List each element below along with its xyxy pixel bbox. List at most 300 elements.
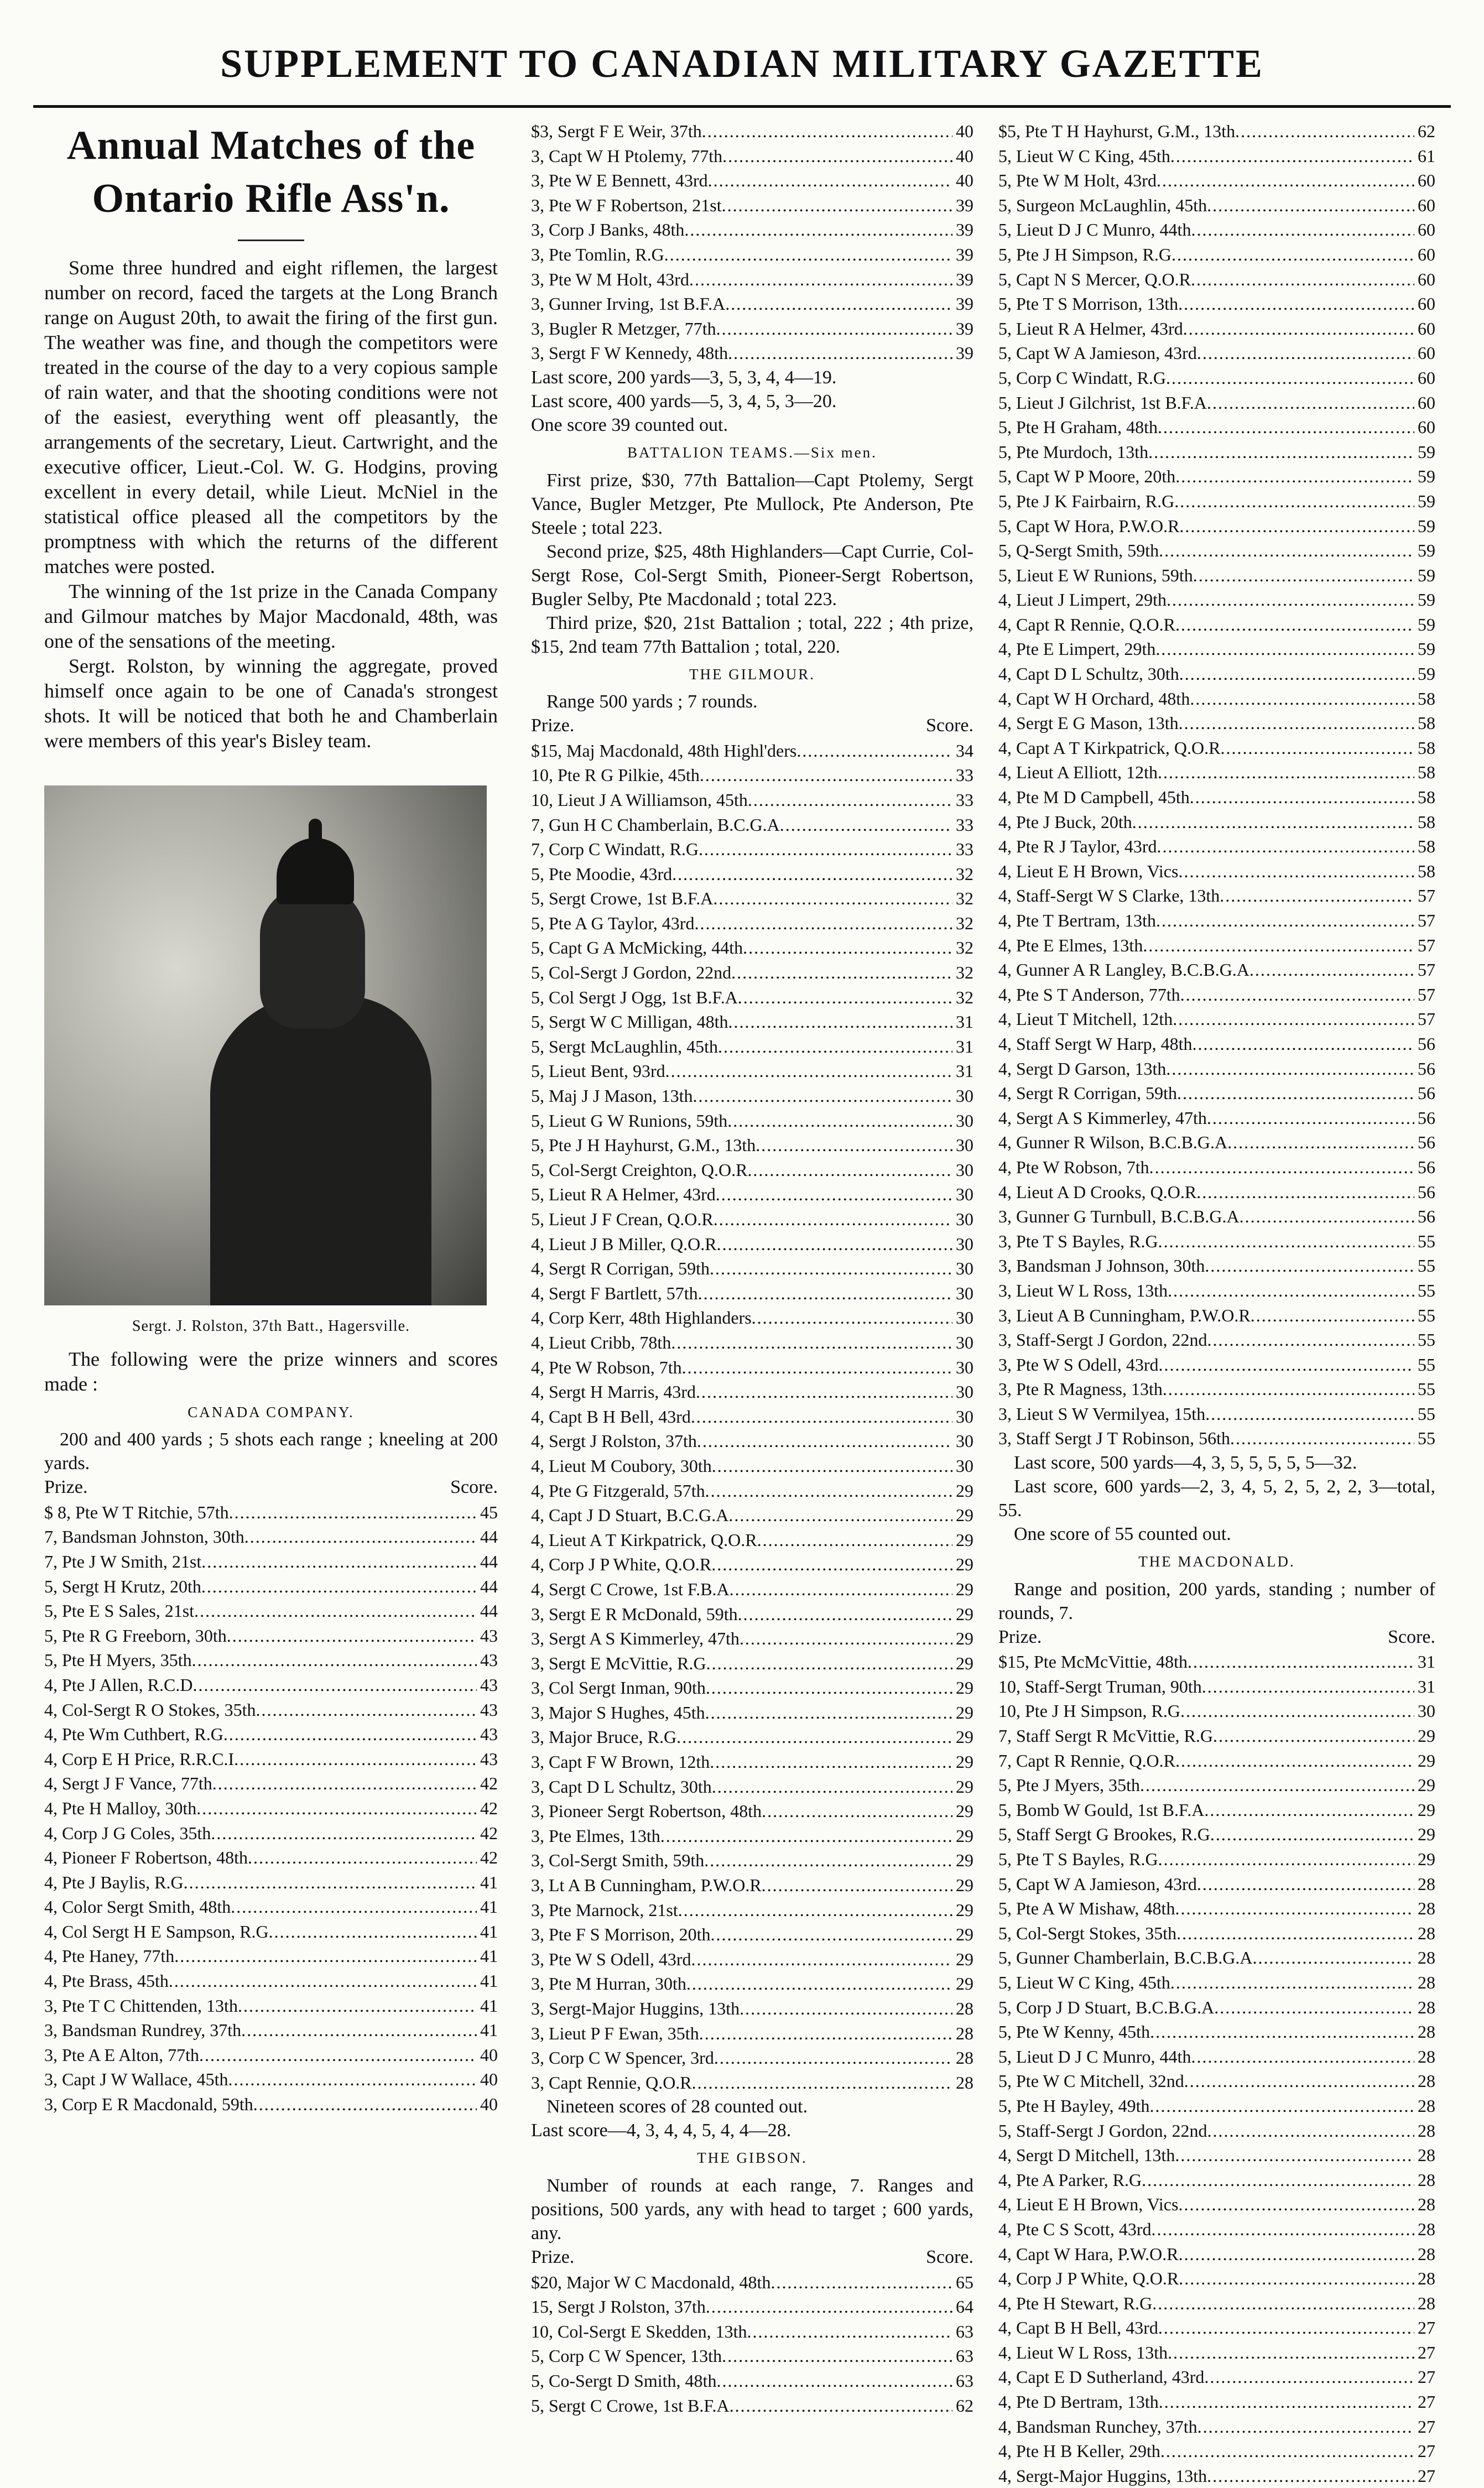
- dot-leader: [747, 1158, 952, 1183]
- dot-leader: [1158, 1229, 1414, 1254]
- prize-entry: [531, 341, 973, 366]
- entry-prize-and-name: 4, Sergt R Corrigan, 59th: [531, 1258, 710, 1279]
- entry-prize-and-name: 4, Lieut A Elliott, 12th: [998, 762, 1158, 783]
- prize-entry: [44, 2092, 498, 2117]
- entry-prize-and-name: 3, Bugler R Metzger, 77th: [531, 318, 716, 339]
- gibson-list: [531, 2270, 973, 2418]
- dot-leader: [1159, 538, 1414, 563]
- entry-prize-and-name: 5, Corp C W Spencer, 13th: [531, 2346, 722, 2366]
- dot-leader: [671, 1330, 952, 1355]
- prize-entry: [998, 1896, 1435, 1921]
- prize-entry: [998, 1847, 1435, 1872]
- prize-entry: [44, 1722, 498, 1747]
- dot-leader: [201, 1549, 477, 1574]
- prize-entry: [44, 1796, 498, 1821]
- intro-paragraph: Sergt. Rolston, by winning the aggregate, proved himself once again to be one of Canada's strongest shots. It will be noticed that both he and Chamberlain were members of this year's Bisley team.: [44, 655, 498, 752]
- entry-score: 57: [1418, 935, 1435, 955]
- entry-prize-and-name: 5, Pte A G Taylor, 43rd: [531, 913, 695, 933]
- section-title-canada-company: CANADA COMPANY.: [188, 1403, 355, 1420]
- dot-leader: [248, 1845, 477, 1870]
- dot-leader: [1197, 1872, 1414, 1897]
- entry-score: 59: [1418, 614, 1435, 634]
- entry-prize-and-name: 5, Pte J H Hayhurst, G.M., 13th: [531, 1135, 756, 1155]
- dot-leader: [747, 2319, 953, 2344]
- entry-score: 30: [956, 1135, 973, 1155]
- dot-leader: [676, 1725, 952, 1750]
- entry-prize-and-name: 4, Pte D Bertram, 13th: [998, 2392, 1159, 2412]
- entry-score: 62: [956, 2395, 973, 2416]
- dot-leader: [684, 217, 952, 242]
- entry-score: 28: [1418, 2071, 1435, 2091]
- gilmour-list: [531, 738, 973, 2095]
- entry-score: 42: [480, 1798, 498, 1818]
- prize-entry: [998, 982, 1435, 1007]
- entry-prize-and-name: 4, Pte S T Anderson, 77th: [998, 984, 1180, 1004]
- entry-score: 30: [956, 1283, 973, 1303]
- prize-entry: [998, 933, 1435, 958]
- entry-score: 56: [1418, 1157, 1435, 1177]
- prize-entry: [998, 1155, 1435, 1180]
- entry-score: 29: [956, 1604, 973, 1624]
- prize-entry: [998, 144, 1435, 169]
- entry-score: 28: [1418, 1873, 1435, 1894]
- entry-score: 44: [480, 1576, 498, 1596]
- prize-entry: [998, 1798, 1435, 1823]
- prize-entry: [531, 1898, 973, 1923]
- entry-score: 28: [1418, 2244, 1435, 2264]
- prize-entry: [531, 1404, 973, 1429]
- prize-entry: [531, 1577, 973, 1602]
- entry-score: 29: [956, 1924, 973, 1945]
- entry-score: 60: [1418, 318, 1435, 339]
- entry-prize-and-name: 3, Sergt E R McDonald, 59th: [531, 1604, 738, 1624]
- dot-leader: [1235, 119, 1414, 144]
- entry-score: 28: [1418, 2095, 1435, 2116]
- entry-prize-and-name: 5, Col Sergt J Ogg, 1st B.F.A: [531, 987, 738, 1007]
- entry-score: 29: [956, 1752, 973, 1772]
- gibson-conditions: Number of rounds at each range, 7. Ranges and positions, 500 yards, any with head to target ; 600 yards, any.: [531, 2175, 973, 2244]
- entry-prize-and-name: $15, Pte McMcVittie, 48th: [998, 1652, 1188, 1672]
- prize-entry: [998, 2069, 1435, 2094]
- entry-prize-and-name: 4, Pte R J Taylor, 43rd: [998, 836, 1157, 857]
- dot-leader: [1179, 514, 1414, 539]
- prize-entry: [998, 1945, 1435, 1970]
- prize-entry: [998, 1229, 1435, 1254]
- prize-intro: The following were the prize winners and scores made :: [44, 1347, 498, 1395]
- prize-entry: [998, 464, 1435, 489]
- entry-score: 32: [956, 938, 973, 958]
- prize-entry: [44, 1524, 498, 1549]
- prize-entry: [531, 1626, 973, 1651]
- entry-score: 59: [1418, 466, 1435, 487]
- column-2: [531, 119, 973, 2418]
- prize-entry: [44, 1969, 498, 1993]
- entry-prize-and-name: 10, Col-Sergt E Skedden, 13th: [531, 2321, 747, 2341]
- prize-entry: [44, 1673, 498, 1698]
- dot-leader: [1207, 391, 1414, 415]
- prize-entry: [998, 119, 1435, 144]
- entry-prize-and-name: 5, Capt W A Jamieson, 43rd: [998, 1873, 1197, 1894]
- prize-entry: [998, 193, 1435, 218]
- entry-prize-and-name: 3, Pte W F Robertson, 21st: [531, 195, 722, 215]
- entry-prize-and-name: 4, Corp J P White, Q.O.R: [531, 1554, 712, 1575]
- entry-score: 58: [1418, 762, 1435, 783]
- entry-prize-and-name: 3, Lieut P F Ewan, 35th: [531, 2023, 699, 2043]
- section-title-macdonald: THE MACDONALD.: [1138, 1553, 1295, 1570]
- entry-score: 41: [480, 2020, 498, 2041]
- dot-leader: [194, 1599, 477, 1623]
- dot-leader: [692, 2070, 952, 2095]
- dot-leader: [1158, 1352, 1414, 1377]
- entry-score: 57: [1418, 1009, 1435, 1029]
- dot-leader: [660, 1824, 952, 1849]
- prize-entry: [998, 2464, 1435, 2488]
- gibson-header: [531, 2245, 973, 2270]
- entry-prize-and-name: 5, Q-Sergt Smith, 59th: [998, 540, 1159, 561]
- prize-entry: [998, 292, 1435, 316]
- entry-score: 29: [956, 1825, 973, 1846]
- entry-prize-and-name: 3, Pte W E Bennett, 43rd: [531, 170, 708, 191]
- prize-entry: [531, 168, 973, 193]
- entry-prize-and-name: 5, Pte Moodie, 43rd: [531, 863, 673, 884]
- entry-score: 27: [1418, 2342, 1435, 2362]
- prize-entry: [531, 1256, 973, 1281]
- entry-prize-and-name: 4, Sergt H Marris, 43rd: [531, 1382, 696, 1402]
- dot-leader: [697, 1429, 952, 1454]
- dot-leader: [1152, 2291, 1414, 2316]
- entry-prize-and-name: 5, Pte W Kenny, 45th: [998, 2022, 1150, 2042]
- prize-entry: [998, 1007, 1435, 1032]
- dot-leader: [1210, 1822, 1414, 1847]
- prize-entry: [531, 2045, 973, 2070]
- dot-leader: [714, 2045, 952, 2070]
- dot-leader: [1150, 2019, 1414, 2044]
- prize-entry: [998, 1872, 1435, 1897]
- entry-prize-and-name: 5, Lieut R A Helmer, 43rd: [998, 318, 1183, 339]
- entry-score: 60: [1418, 417, 1435, 438]
- prize-entry: [998, 2044, 1435, 2069]
- entry-score: 27: [1418, 2392, 1435, 2412]
- prize-entry: [531, 2021, 973, 2046]
- prize-entry: [998, 736, 1435, 761]
- prize-entry: [998, 2390, 1435, 2414]
- entry-prize-and-name: 4, Corp Kerr, 48th Highlanders: [531, 1308, 752, 1328]
- entry-score: 30: [956, 1332, 973, 1352]
- prize-entry: [531, 1429, 973, 1454]
- entry-score: 28: [1418, 2219, 1435, 2239]
- entry-score: 30: [956, 1184, 973, 1205]
- prize-entry: [531, 316, 973, 341]
- prize-entry: [998, 637, 1435, 662]
- dot-leader: [253, 2092, 477, 2117]
- prize-entry: [531, 1602, 973, 1627]
- dot-leader: [706, 1675, 952, 1700]
- prize-entry: [531, 1996, 973, 2021]
- prize-entry: [998, 514, 1435, 539]
- entry-prize-and-name: 4, Staff Sergt W Harp, 48th: [998, 1033, 1193, 1054]
- entry-prize-and-name: 3, Capt F W Brown, 12th: [531, 1752, 710, 1772]
- prize-entry: [998, 168, 1435, 193]
- prize-header: Prize.: [998, 1626, 1042, 1647]
- entry-score: 29: [956, 1801, 973, 1821]
- intro-paragraph: Some three hundred and eight riflemen, the largest number on record, faced the targets at the Long Branch range on August 20th, to await the firing of the first gun. The weather was fine, and though the competitors were treated in the course of the day to a very copious sample of rain water, and that the shooting conditions were not of the easiest, everything went off pleasantly, the arrangements of the secretary, Lieut. Cartwright, and the executive officer, Lieut.-Col. W. G. Hodgins, proving excellent in every detail, while Lieut. McNiel in the statistical office pleased all the competitors by the promptness with which the returns of the different matches were posted.: [44, 257, 498, 577]
- entry-prize-and-name: 4, Sergt D Mitchell, 13th: [998, 2145, 1175, 2166]
- entry-score: 43: [480, 1650, 498, 1670]
- entry-score: 29: [956, 1727, 973, 1747]
- dot-leader: [762, 1873, 952, 1898]
- dot-leader: [700, 763, 952, 788]
- prize-entry: [998, 957, 1435, 982]
- prize-entry: [998, 391, 1435, 415]
- entry-score: 28: [956, 2023, 973, 2043]
- entry-prize-and-name: 3, Pte W S Odell, 43rd: [531, 1949, 691, 1969]
- prize-entry: [998, 217, 1435, 242]
- prize-entry: [998, 1180, 1435, 1205]
- entry-prize-and-name: 5, Staff-Sergt J Gordon, 22nd: [998, 2120, 1207, 2141]
- entry-score: 30: [956, 1308, 973, 1328]
- intro-paragraph: The winning of the 1st prize in the Canada Company and Gilmour matches by Major Macdonald, 48th, was one of the sensations of the meeting.: [44, 580, 498, 652]
- entry-score: 29: [956, 1579, 973, 1599]
- score-header: Score.: [926, 2246, 973, 2267]
- prize-entry: [998, 1253, 1435, 1278]
- prize-entry: [998, 2340, 1435, 2365]
- entry-prize-and-name: 3, Capt Rennie, Q.O.R: [531, 2072, 692, 2093]
- gilmour-conditions: Range 500 yards ; 7 rounds.: [546, 691, 758, 712]
- prize-entry: [998, 1056, 1435, 1081]
- dot-leader: [722, 2344, 952, 2369]
- gilmour-footer: Nineteen scores of 28 counted out.: [546, 2096, 808, 2117]
- entry-score: 30: [956, 1382, 973, 1402]
- dot-leader: [1183, 316, 1414, 341]
- dot-leader: [244, 1524, 477, 1549]
- dot-leader: [223, 1722, 477, 1747]
- entry-prize-and-name: 7, Gun H C Chamberlain, B.C.G.A: [531, 814, 780, 835]
- prize-entry: [531, 985, 973, 1010]
- entry-prize-and-name: 5, Maj J J Mason, 13th: [531, 1086, 693, 1106]
- dot-leader: [1214, 1995, 1414, 2020]
- dot-leader: [712, 1454, 952, 1479]
- entry-score: 30: [956, 1233, 973, 1254]
- dot-leader: [212, 1771, 477, 1796]
- entry-prize-and-name: 3, Lieut W L Ross, 13th: [998, 1280, 1168, 1300]
- prize-entry: [44, 1845, 498, 1870]
- prize-entry: [44, 1944, 498, 1969]
- entry-score: 29: [956, 1529, 973, 1550]
- dot-leader: [1132, 810, 1414, 835]
- entry-score: 60: [1418, 170, 1435, 191]
- entry-score: 28: [956, 2048, 973, 2068]
- prize-entry: [998, 859, 1435, 884]
- dot-leader: [1230, 1426, 1414, 1451]
- entry-score: 59: [1418, 516, 1435, 536]
- dot-leader: [708, 168, 952, 193]
- dot-leader: [702, 119, 952, 144]
- entry-score: 55: [1418, 1354, 1435, 1375]
- prize-entry: [998, 1204, 1435, 1229]
- dot-leader: [1220, 883, 1414, 908]
- gibson-footer: Last score, 600 yards—2, 3, 4, 5, 2, 5, 2, 2, 3—total, 55.: [998, 1476, 1435, 1521]
- entry-score: 55: [1418, 1256, 1435, 1276]
- prize-entry: [998, 2168, 1435, 2193]
- prize-entry: [998, 341, 1435, 366]
- entry-score: 44: [480, 1601, 498, 1621]
- entry-score: 59: [1418, 639, 1435, 659]
- entry-prize-and-name: 3, Lt A B Cunningham, P.W.O.R: [531, 1875, 762, 1896]
- dot-leader: [1140, 1773, 1414, 1798]
- prize-entry: [531, 1799, 973, 1824]
- entry-score: 56: [1418, 1132, 1435, 1153]
- prize-entry: [531, 1330, 973, 1355]
- prize-entry: [998, 1773, 1435, 1798]
- entry-score: 56: [1418, 1107, 1435, 1128]
- prize-entry: [531, 1503, 973, 1528]
- prize-entry: [998, 1748, 1435, 1773]
- entry-prize-and-name: 5, Pte H Bayley, 49th: [998, 2095, 1150, 2116]
- entry-score: 40: [956, 170, 973, 191]
- prize-entry: [531, 1824, 973, 1849]
- entry-prize-and-name: 4, Pioneer F Robertson, 48th: [44, 1847, 248, 1868]
- dot-leader: [725, 292, 952, 316]
- entry-prize-and-name: 5, Pte Murdoch, 13th: [998, 441, 1149, 462]
- entry-prize-and-name: 5, Gunner Chamberlain, B.C.B.G.A: [998, 1948, 1253, 1968]
- prize-entry: [998, 563, 1435, 588]
- entry-prize-and-name: 5, Lieut Bent, 93rd: [531, 1061, 665, 1081]
- entry-prize-and-name: 4, Lieut T Mitchell, 12th: [998, 1009, 1173, 1029]
- prize-entry: [531, 1108, 973, 1133]
- portrait-photo: [44, 785, 487, 1305]
- dot-leader: [1249, 957, 1414, 982]
- entry-prize-and-name: 3, Sergt F W Kennedy, 48th: [531, 343, 728, 363]
- entry-prize-and-name: 4, Col Sergt H E Sampson, R.G: [44, 1921, 269, 1942]
- entry-score: 41: [480, 1897, 498, 1917]
- prize-entry: [531, 2369, 973, 2393]
- prize-entry: [998, 834, 1435, 859]
- entry-score: 28: [1418, 2046, 1435, 2067]
- entry-prize-and-name: 4, Corp J G Coles, 35th: [44, 1823, 211, 1843]
- dot-leader: [710, 1750, 952, 1774]
- entry-score: 60: [1418, 392, 1435, 413]
- entry-prize-and-name: 4, Lieut W L Ross, 13th: [998, 2342, 1168, 2362]
- entry-score: 57: [1418, 910, 1435, 930]
- entry-prize-and-name: 3, Lieut S W Vermilyea, 15th: [998, 1403, 1206, 1424]
- entry-prize-and-name: 10, Staff-Sergt Truman, 90th: [998, 1676, 1202, 1696]
- entry-prize-and-name: 4, Pte Haney, 77th: [44, 1946, 175, 1966]
- entry-prize-and-name: 5, Capt W P Moore, 20th: [998, 466, 1176, 487]
- entry-prize-and-name: 3, Col-Sergt Smith, 59th: [531, 1850, 705, 1871]
- entry-prize-and-name: 5, Lieut G W Runions, 59th: [531, 1110, 728, 1131]
- entry-prize-and-name: $3, Sergt F E Weir, 37th: [531, 121, 702, 141]
- entry-prize-and-name: 10, Pte J H Simpson, R.G: [998, 1701, 1180, 1721]
- entry-score: 31: [1418, 1652, 1435, 1672]
- dot-leader: [1158, 2315, 1414, 2340]
- entry-prize-and-name: 4, Col-Sergt R O Stokes, 35th: [44, 1699, 256, 1720]
- entry-score: 30: [956, 1455, 973, 1476]
- battalion-paragraph: Third prize, $20, 21st Battalion ; total, 222 ; 4th prize, $15, 2nd team 77th Battalion ; total, 220.: [531, 612, 973, 657]
- entry-score: 56: [1418, 1206, 1435, 1227]
- dot-leader: [706, 2294, 952, 2319]
- prize-entry: [531, 763, 973, 788]
- dot-leader: [762, 1799, 952, 1824]
- prize-entry: [531, 217, 973, 242]
- entry-prize-and-name: 4, Lieut A T Kirkpatrick, Q.O.R: [531, 1529, 757, 1550]
- prize-entry: [44, 1698, 498, 1722]
- dot-leader: [1163, 1377, 1414, 1402]
- dot-leader: [728, 1009, 952, 1034]
- dot-leader: [1180, 1699, 1414, 1724]
- prize-entry: [998, 440, 1435, 465]
- masthead: SUPPLEMENT TO CANADIAN MILITARY GAZETTE: [33, 22, 1451, 108]
- entry-score: 55: [1418, 1231, 1435, 1251]
- entry-prize-and-name: 3, Corp E R Macdonald, 59th: [44, 2094, 253, 2115]
- prize-entry: [998, 1352, 1435, 1377]
- prize-entry: [998, 2192, 1435, 2217]
- dot-leader: [705, 1479, 952, 1503]
- dot-leader: [1157, 168, 1414, 193]
- prize-entry: [998, 2439, 1435, 2464]
- entry-prize-and-name: 3, Gunner Irving, 1st B.F.A: [531, 294, 726, 314]
- dot-leader: [710, 1256, 952, 1281]
- entry-prize-and-name: 5, Co-Sergt D Smith, 48th: [531, 2370, 717, 2391]
- dot-leader: [228, 2067, 477, 2092]
- entry-score: 41: [480, 1971, 498, 1991]
- entry-prize-and-name: 3, Lieut A B Cunningham, P.W.O.R: [998, 1305, 1251, 1325]
- entry-prize-and-name: 4, Pte T Bertram, 13th: [998, 910, 1157, 930]
- entry-prize-and-name: 3, Major S Hughes, 45th: [531, 1702, 705, 1722]
- dot-leader: [738, 985, 952, 1010]
- article-title: Annual Matches of the Ontario Rifle Ass'n.: [66, 123, 476, 221]
- dot-leader: [1167, 587, 1414, 612]
- entry-prize-and-name: 4, Pte W Robson, 7th: [531, 1357, 682, 1377]
- prize-entry: [44, 1993, 498, 2018]
- prize-entry: [44, 1771, 498, 1796]
- dot-leader: [1170, 1970, 1414, 1995]
- prize-entry: [998, 1402, 1435, 1427]
- entry-score: 59: [1418, 540, 1435, 561]
- prize-entry: [998, 587, 1435, 612]
- entry-score: 28: [1418, 2022, 1435, 2042]
- entry-score: 43: [480, 1724, 498, 1745]
- prize-entry: [531, 911, 973, 936]
- dot-leader: [1188, 1649, 1414, 1674]
- entry-score: 63: [956, 2321, 973, 2341]
- dot-leader: [682, 1355, 952, 1380]
- entry-score: 42: [480, 1773, 498, 1794]
- entry-prize-and-name: 4, Pte C S Scott, 43rd: [998, 2219, 1152, 2239]
- entry-prize-and-name: 4, Pte Wm Cuthbert, R.G: [44, 1724, 223, 1745]
- entry-score: 30: [956, 1406, 973, 1427]
- entry-prize-and-name: 3, Pte Marnock, 21st: [531, 1899, 678, 1920]
- gibson-list-cont: [998, 119, 1435, 1451]
- entry-score: 28: [1418, 1898, 1435, 1919]
- canada-company-footer: One score 39 counted out.: [531, 414, 728, 435]
- entry-score: 57: [1418, 960, 1435, 980]
- prize-entry: [531, 1651, 973, 1676]
- entry-score: 44: [480, 1527, 498, 1547]
- dot-leader: [169, 1969, 477, 1993]
- macdonald-header: [998, 1625, 1435, 1650]
- entry-score: 43: [480, 1748, 498, 1769]
- entry-prize-and-name: 5, Corp J D Stuart, B.C.B.G.A: [998, 1997, 1215, 2017]
- prize-entry: [531, 1454, 973, 1479]
- entry-prize-and-name: 4, Pte H Malloy, 30th: [44, 1798, 197, 1818]
- entry-score: 30: [956, 1209, 973, 1229]
- prize-entry: [998, 1995, 1435, 2020]
- dot-leader: [1175, 2143, 1414, 2168]
- dot-leader: [1174, 489, 1414, 514]
- entry-prize-and-name: 3, Pte Tomlin, R.G: [531, 244, 664, 264]
- dot-leader: [665, 1059, 952, 1084]
- dot-leader: [728, 341, 952, 366]
